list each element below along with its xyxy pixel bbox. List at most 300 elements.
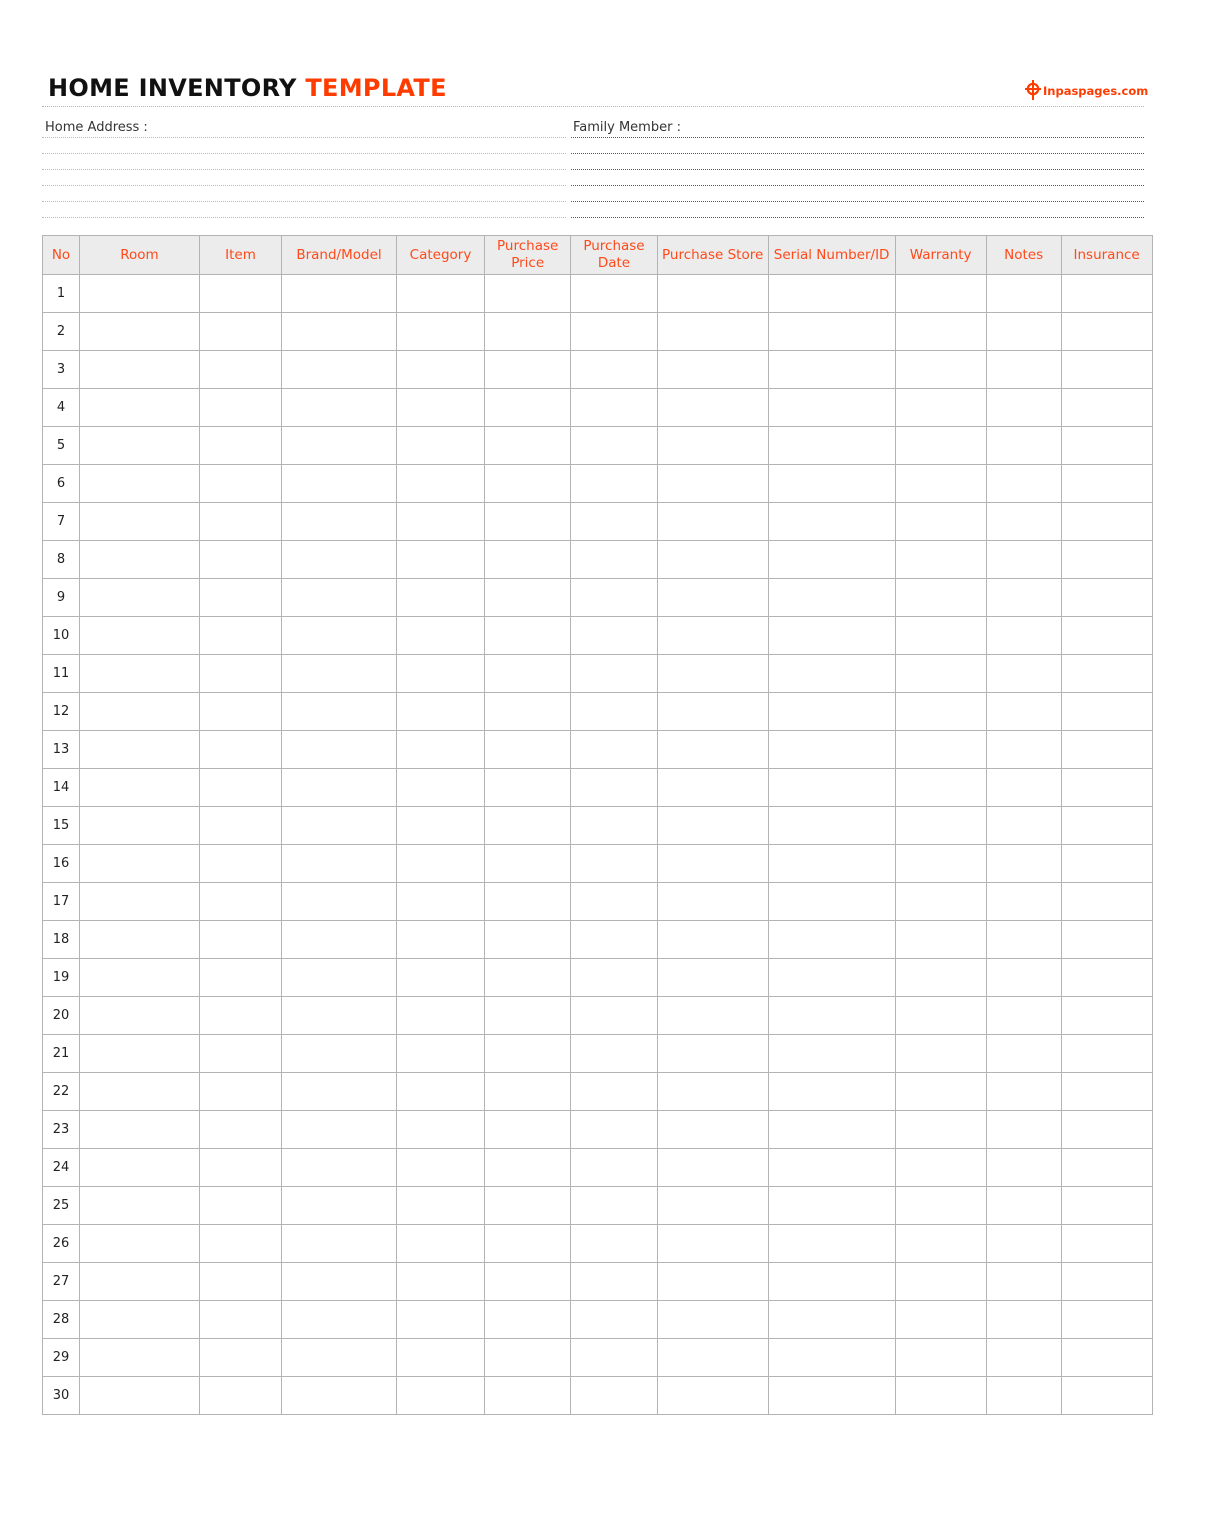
cell-room[interactable]	[80, 389, 200, 427]
cell-room[interactable]	[80, 997, 200, 1035]
cell-insurance[interactable]	[1061, 389, 1152, 427]
cell-serial-number[interactable]	[768, 1111, 895, 1149]
family-member-line[interactable]	[571, 185, 1144, 186]
cell-category[interactable]	[397, 427, 485, 465]
cell-purchase-date[interactable]	[571, 1111, 657, 1149]
cell-item[interactable]	[200, 959, 282, 997]
cell-purchase-store[interactable]	[657, 769, 768, 807]
cell-insurance[interactable]	[1061, 313, 1152, 351]
cell-purchase-date[interactable]	[571, 427, 657, 465]
cell-purchase-price[interactable]	[485, 845, 571, 883]
cell-room[interactable]	[80, 883, 200, 921]
cell-purchase-date[interactable]	[571, 1339, 657, 1377]
cell-notes[interactable]	[986, 1225, 1061, 1263]
cell-purchase-date[interactable]	[571, 541, 657, 579]
cell-category[interactable]	[397, 1301, 485, 1339]
cell-purchase-price[interactable]	[485, 655, 571, 693]
cell-warranty[interactable]	[895, 807, 986, 845]
cell-warranty[interactable]	[895, 883, 986, 921]
cell-item[interactable]	[200, 465, 282, 503]
cell-purchase-store[interactable]	[657, 997, 768, 1035]
cell-serial-number[interactable]	[768, 807, 895, 845]
cell-notes[interactable]	[986, 1111, 1061, 1149]
cell-category[interactable]	[397, 921, 485, 959]
cell-serial-number[interactable]	[768, 769, 895, 807]
cell-purchase-date[interactable]	[571, 1187, 657, 1225]
cell-category[interactable]	[397, 997, 485, 1035]
cell-purchase-price[interactable]	[485, 1073, 571, 1111]
cell-insurance[interactable]	[1061, 541, 1152, 579]
cell-purchase-price[interactable]	[485, 883, 571, 921]
cell-purchase-date[interactable]	[571, 465, 657, 503]
cell-brand-model[interactable]	[282, 389, 397, 427]
cell-brand-model[interactable]	[282, 1111, 397, 1149]
cell-purchase-store[interactable]	[657, 579, 768, 617]
cell-notes[interactable]	[986, 921, 1061, 959]
cell-warranty[interactable]	[895, 1225, 986, 1263]
cell-item[interactable]	[200, 845, 282, 883]
cell-insurance[interactable]	[1061, 617, 1152, 655]
cell-serial-number[interactable]	[768, 465, 895, 503]
cell-purchase-price[interactable]	[485, 389, 571, 427]
cell-insurance[interactable]	[1061, 845, 1152, 883]
cell-category[interactable]	[397, 1263, 485, 1301]
cell-notes[interactable]	[986, 997, 1061, 1035]
cell-room[interactable]	[80, 693, 200, 731]
cell-purchase-store[interactable]	[657, 1225, 768, 1263]
cell-category[interactable]	[397, 465, 485, 503]
cell-item[interactable]	[200, 769, 282, 807]
cell-insurance[interactable]	[1061, 1263, 1152, 1301]
cell-purchase-store[interactable]	[657, 617, 768, 655]
cell-purchase-date[interactable]	[571, 1301, 657, 1339]
cell-category[interactable]	[397, 1377, 485, 1415]
cell-item[interactable]	[200, 275, 282, 313]
cell-brand-model[interactable]	[282, 1225, 397, 1263]
cell-purchase-store[interactable]	[657, 1187, 768, 1225]
cell-notes[interactable]	[986, 427, 1061, 465]
cell-brand-model[interactable]	[282, 275, 397, 313]
cell-brand-model[interactable]	[282, 541, 397, 579]
cell-category[interactable]	[397, 959, 485, 997]
cell-item[interactable]	[200, 1263, 282, 1301]
cell-room[interactable]	[80, 1377, 200, 1415]
cell-insurance[interactable]	[1061, 351, 1152, 389]
cell-category[interactable]	[397, 807, 485, 845]
cell-purchase-price[interactable]	[485, 427, 571, 465]
cell-purchase-store[interactable]	[657, 921, 768, 959]
cell-brand-model[interactable]	[282, 427, 397, 465]
cell-purchase-store[interactable]	[657, 807, 768, 845]
cell-serial-number[interactable]	[768, 617, 895, 655]
cell-purchase-price[interactable]	[485, 313, 571, 351]
home-address-line[interactable]	[42, 137, 566, 138]
cell-brand-model[interactable]	[282, 465, 397, 503]
cell-room[interactable]	[80, 1263, 200, 1301]
cell-warranty[interactable]	[895, 693, 986, 731]
cell-brand-model[interactable]	[282, 1263, 397, 1301]
cell-insurance[interactable]	[1061, 1301, 1152, 1339]
cell-purchase-store[interactable]	[657, 541, 768, 579]
cell-warranty[interactable]	[895, 1073, 986, 1111]
cell-serial-number[interactable]	[768, 579, 895, 617]
cell-warranty[interactable]	[895, 503, 986, 541]
cell-serial-number[interactable]	[768, 1263, 895, 1301]
cell-room[interactable]	[80, 313, 200, 351]
cell-insurance[interactable]	[1061, 503, 1152, 541]
cell-category[interactable]	[397, 1149, 485, 1187]
cell-purchase-date[interactable]	[571, 997, 657, 1035]
cell-warranty[interactable]	[895, 959, 986, 997]
cell-notes[interactable]	[986, 845, 1061, 883]
cell-purchase-price[interactable]	[485, 1187, 571, 1225]
family-member-line[interactable]	[571, 169, 1144, 170]
family-member-line[interactable]	[571, 137, 1144, 138]
cell-room[interactable]	[80, 465, 200, 503]
cell-insurance[interactable]	[1061, 1073, 1152, 1111]
cell-purchase-price[interactable]	[485, 731, 571, 769]
cell-serial-number[interactable]	[768, 959, 895, 997]
cell-room[interactable]	[80, 1225, 200, 1263]
cell-purchase-store[interactable]	[657, 1339, 768, 1377]
cell-serial-number[interactable]	[768, 883, 895, 921]
cell-purchase-date[interactable]	[571, 883, 657, 921]
cell-brand-model[interactable]	[282, 1339, 397, 1377]
cell-serial-number[interactable]	[768, 845, 895, 883]
cell-insurance[interactable]	[1061, 655, 1152, 693]
cell-serial-number[interactable]	[768, 1377, 895, 1415]
cell-category[interactable]	[397, 883, 485, 921]
cell-purchase-price[interactable]	[485, 1111, 571, 1149]
cell-purchase-store[interactable]	[657, 1263, 768, 1301]
cell-category[interactable]	[397, 655, 485, 693]
cell-brand-model[interactable]	[282, 1301, 397, 1339]
cell-insurance[interactable]	[1061, 1187, 1152, 1225]
cell-purchase-price[interactable]	[485, 1263, 571, 1301]
cell-room[interactable]	[80, 1073, 200, 1111]
cell-purchase-store[interactable]	[657, 503, 768, 541]
cell-warranty[interactable]	[895, 1263, 986, 1301]
cell-item[interactable]	[200, 351, 282, 389]
cell-room[interactable]	[80, 1301, 200, 1339]
cell-notes[interactable]	[986, 313, 1061, 351]
cell-item[interactable]	[200, 541, 282, 579]
cell-category[interactable]	[397, 351, 485, 389]
cell-serial-number[interactable]	[768, 1073, 895, 1111]
cell-purchase-date[interactable]	[571, 1225, 657, 1263]
cell-purchase-date[interactable]	[571, 275, 657, 313]
cell-item[interactable]	[200, 1111, 282, 1149]
family-member-line[interactable]	[571, 217, 1144, 218]
cell-insurance[interactable]	[1061, 693, 1152, 731]
cell-warranty[interactable]	[895, 389, 986, 427]
cell-purchase-store[interactable]	[657, 1301, 768, 1339]
cell-warranty[interactable]	[895, 427, 986, 465]
cell-category[interactable]	[397, 579, 485, 617]
cell-warranty[interactable]	[895, 1111, 986, 1149]
cell-purchase-store[interactable]	[657, 1035, 768, 1073]
cell-item[interactable]	[200, 579, 282, 617]
cell-purchase-date[interactable]	[571, 1263, 657, 1301]
cell-notes[interactable]	[986, 883, 1061, 921]
cell-warranty[interactable]	[895, 275, 986, 313]
cell-purchase-price[interactable]	[485, 617, 571, 655]
cell-notes[interactable]	[986, 1301, 1061, 1339]
cell-purchase-store[interactable]	[657, 845, 768, 883]
cell-notes[interactable]	[986, 1149, 1061, 1187]
cell-brand-model[interactable]	[282, 503, 397, 541]
cell-warranty[interactable]	[895, 997, 986, 1035]
cell-purchase-price[interactable]	[485, 921, 571, 959]
cell-item[interactable]	[200, 731, 282, 769]
cell-purchase-date[interactable]	[571, 1377, 657, 1415]
cell-insurance[interactable]	[1061, 883, 1152, 921]
cell-purchase-price[interactable]	[485, 465, 571, 503]
cell-category[interactable]	[397, 503, 485, 541]
cell-purchase-store[interactable]	[657, 883, 768, 921]
cell-notes[interactable]	[986, 275, 1061, 313]
cell-brand-model[interactable]	[282, 693, 397, 731]
cell-category[interactable]	[397, 769, 485, 807]
cell-room[interactable]	[80, 1339, 200, 1377]
cell-purchase-store[interactable]	[657, 655, 768, 693]
cell-purchase-date[interactable]	[571, 845, 657, 883]
cell-warranty[interactable]	[895, 1377, 986, 1415]
cell-room[interactable]	[80, 1149, 200, 1187]
cell-insurance[interactable]	[1061, 1149, 1152, 1187]
cell-notes[interactable]	[986, 959, 1061, 997]
cell-item[interactable]	[200, 1225, 282, 1263]
cell-purchase-store[interactable]	[657, 275, 768, 313]
cell-room[interactable]	[80, 959, 200, 997]
cell-warranty[interactable]	[895, 921, 986, 959]
cell-room[interactable]	[80, 1111, 200, 1149]
home-address-line[interactable]	[42, 169, 566, 170]
cell-notes[interactable]	[986, 1263, 1061, 1301]
cell-category[interactable]	[397, 389, 485, 427]
cell-insurance[interactable]	[1061, 807, 1152, 845]
cell-item[interactable]	[200, 997, 282, 1035]
cell-brand-model[interactable]	[282, 351, 397, 389]
cell-purchase-store[interactable]	[657, 465, 768, 503]
cell-category[interactable]	[397, 693, 485, 731]
cell-serial-number[interactable]	[768, 1187, 895, 1225]
home-address-line[interactable]	[42, 153, 566, 154]
cell-item[interactable]	[200, 1073, 282, 1111]
cell-item[interactable]	[200, 1187, 282, 1225]
home-address-line[interactable]	[42, 185, 566, 186]
cell-notes[interactable]	[986, 807, 1061, 845]
cell-notes[interactable]	[986, 1339, 1061, 1377]
cell-warranty[interactable]	[895, 579, 986, 617]
cell-category[interactable]	[397, 845, 485, 883]
cell-item[interactable]	[200, 1339, 282, 1377]
cell-item[interactable]	[200, 655, 282, 693]
cell-warranty[interactable]	[895, 351, 986, 389]
cell-warranty[interactable]	[895, 1149, 986, 1187]
cell-purchase-price[interactable]	[485, 1377, 571, 1415]
cell-notes[interactable]	[986, 731, 1061, 769]
cell-serial-number[interactable]	[768, 427, 895, 465]
cell-brand-model[interactable]	[282, 997, 397, 1035]
cell-purchase-store[interactable]	[657, 1111, 768, 1149]
cell-serial-number[interactable]	[768, 731, 895, 769]
cell-room[interactable]	[80, 1035, 200, 1073]
cell-brand-model[interactable]	[282, 1035, 397, 1073]
cell-category[interactable]	[397, 1187, 485, 1225]
cell-purchase-store[interactable]	[657, 427, 768, 465]
cell-item[interactable]	[200, 1301, 282, 1339]
cell-purchase-price[interactable]	[485, 1339, 571, 1377]
cell-warranty[interactable]	[895, 655, 986, 693]
cell-serial-number[interactable]	[768, 541, 895, 579]
cell-purchase-store[interactable]	[657, 693, 768, 731]
cell-brand-model[interactable]	[282, 807, 397, 845]
cell-insurance[interactable]	[1061, 959, 1152, 997]
cell-purchase-price[interactable]	[485, 541, 571, 579]
cell-notes[interactable]	[986, 389, 1061, 427]
cell-brand-model[interactable]	[282, 1073, 397, 1111]
cell-purchase-price[interactable]	[485, 997, 571, 1035]
cell-warranty[interactable]	[895, 1339, 986, 1377]
cell-room[interactable]	[80, 541, 200, 579]
cell-serial-number[interactable]	[768, 655, 895, 693]
cell-category[interactable]	[397, 1111, 485, 1149]
cell-notes[interactable]	[986, 503, 1061, 541]
cell-brand-model[interactable]	[282, 959, 397, 997]
cell-item[interactable]	[200, 313, 282, 351]
cell-warranty[interactable]	[895, 617, 986, 655]
cell-room[interactable]	[80, 655, 200, 693]
cell-insurance[interactable]	[1061, 769, 1152, 807]
cell-purchase-date[interactable]	[571, 921, 657, 959]
cell-purchase-date[interactable]	[571, 731, 657, 769]
cell-notes[interactable]	[986, 1035, 1061, 1073]
cell-purchase-price[interactable]	[485, 693, 571, 731]
cell-notes[interactable]	[986, 351, 1061, 389]
cell-room[interactable]	[80, 921, 200, 959]
cell-insurance[interactable]	[1061, 465, 1152, 503]
cell-purchase-price[interactable]	[485, 1301, 571, 1339]
cell-brand-model[interactable]	[282, 579, 397, 617]
cell-brand-model[interactable]	[282, 1187, 397, 1225]
cell-room[interactable]	[80, 769, 200, 807]
cell-serial-number[interactable]	[768, 997, 895, 1035]
cell-purchase-price[interactable]	[485, 503, 571, 541]
cell-brand-model[interactable]	[282, 731, 397, 769]
cell-room[interactable]	[80, 845, 200, 883]
cell-item[interactable]	[200, 693, 282, 731]
cell-notes[interactable]	[986, 1377, 1061, 1415]
cell-category[interactable]	[397, 541, 485, 579]
cell-warranty[interactable]	[895, 1187, 986, 1225]
cell-category[interactable]	[397, 731, 485, 769]
cell-brand-model[interactable]	[282, 1377, 397, 1415]
cell-warranty[interactable]	[895, 313, 986, 351]
family-member-line[interactable]	[571, 153, 1144, 154]
cell-insurance[interactable]	[1061, 579, 1152, 617]
cell-serial-number[interactable]	[768, 503, 895, 541]
cell-item[interactable]	[200, 883, 282, 921]
cell-insurance[interactable]	[1061, 921, 1152, 959]
cell-purchase-date[interactable]	[571, 769, 657, 807]
cell-warranty[interactable]	[895, 541, 986, 579]
cell-purchase-date[interactable]	[571, 807, 657, 845]
cell-room[interactable]	[80, 503, 200, 541]
cell-item[interactable]	[200, 807, 282, 845]
cell-purchase-price[interactable]	[485, 1035, 571, 1073]
cell-purchase-date[interactable]	[571, 351, 657, 389]
cell-insurance[interactable]	[1061, 275, 1152, 313]
cell-brand-model[interactable]	[282, 1149, 397, 1187]
cell-purchase-date[interactable]	[571, 313, 657, 351]
cell-brand-model[interactable]	[282, 769, 397, 807]
cell-notes[interactable]	[986, 693, 1061, 731]
cell-item[interactable]	[200, 617, 282, 655]
cell-item[interactable]	[200, 503, 282, 541]
cell-room[interactable]	[80, 807, 200, 845]
cell-purchase-store[interactable]	[657, 313, 768, 351]
cell-purchase-date[interactable]	[571, 389, 657, 427]
cell-purchase-price[interactable]	[485, 579, 571, 617]
cell-insurance[interactable]	[1061, 1339, 1152, 1377]
cell-purchase-date[interactable]	[571, 1073, 657, 1111]
cell-serial-number[interactable]	[768, 1149, 895, 1187]
family-member-line[interactable]	[571, 201, 1144, 202]
cell-room[interactable]	[80, 579, 200, 617]
cell-warranty[interactable]	[895, 465, 986, 503]
cell-insurance[interactable]	[1061, 427, 1152, 465]
cell-category[interactable]	[397, 275, 485, 313]
cell-item[interactable]	[200, 1035, 282, 1073]
cell-warranty[interactable]	[895, 1301, 986, 1339]
cell-room[interactable]	[80, 351, 200, 389]
cell-purchase-store[interactable]	[657, 731, 768, 769]
cell-notes[interactable]	[986, 541, 1061, 579]
cell-serial-number[interactable]	[768, 1035, 895, 1073]
cell-brand-model[interactable]	[282, 655, 397, 693]
cell-purchase-store[interactable]	[657, 1377, 768, 1415]
cell-notes[interactable]	[986, 617, 1061, 655]
cell-category[interactable]	[397, 1339, 485, 1377]
cell-notes[interactable]	[986, 655, 1061, 693]
cell-notes[interactable]	[986, 769, 1061, 807]
cell-serial-number[interactable]	[768, 313, 895, 351]
cell-category[interactable]	[397, 1035, 485, 1073]
cell-notes[interactable]	[986, 465, 1061, 503]
cell-item[interactable]	[200, 389, 282, 427]
cell-purchase-price[interactable]	[485, 1149, 571, 1187]
cell-item[interactable]	[200, 1149, 282, 1187]
cell-serial-number[interactable]	[768, 1301, 895, 1339]
cell-serial-number[interactable]	[768, 389, 895, 427]
cell-insurance[interactable]	[1061, 997, 1152, 1035]
cell-purchase-date[interactable]	[571, 1149, 657, 1187]
cell-purchase-date[interactable]	[571, 617, 657, 655]
cell-warranty[interactable]	[895, 845, 986, 883]
cell-room[interactable]	[80, 427, 200, 465]
cell-serial-number[interactable]	[768, 921, 895, 959]
cell-serial-number[interactable]	[768, 275, 895, 313]
cell-brand-model[interactable]	[282, 313, 397, 351]
cell-insurance[interactable]	[1061, 1225, 1152, 1263]
cell-notes[interactable]	[986, 1073, 1061, 1111]
cell-purchase-date[interactable]	[571, 1035, 657, 1073]
cell-purchase-store[interactable]	[657, 959, 768, 997]
cell-purchase-date[interactable]	[571, 693, 657, 731]
cell-room[interactable]	[80, 617, 200, 655]
cell-category[interactable]	[397, 313, 485, 351]
